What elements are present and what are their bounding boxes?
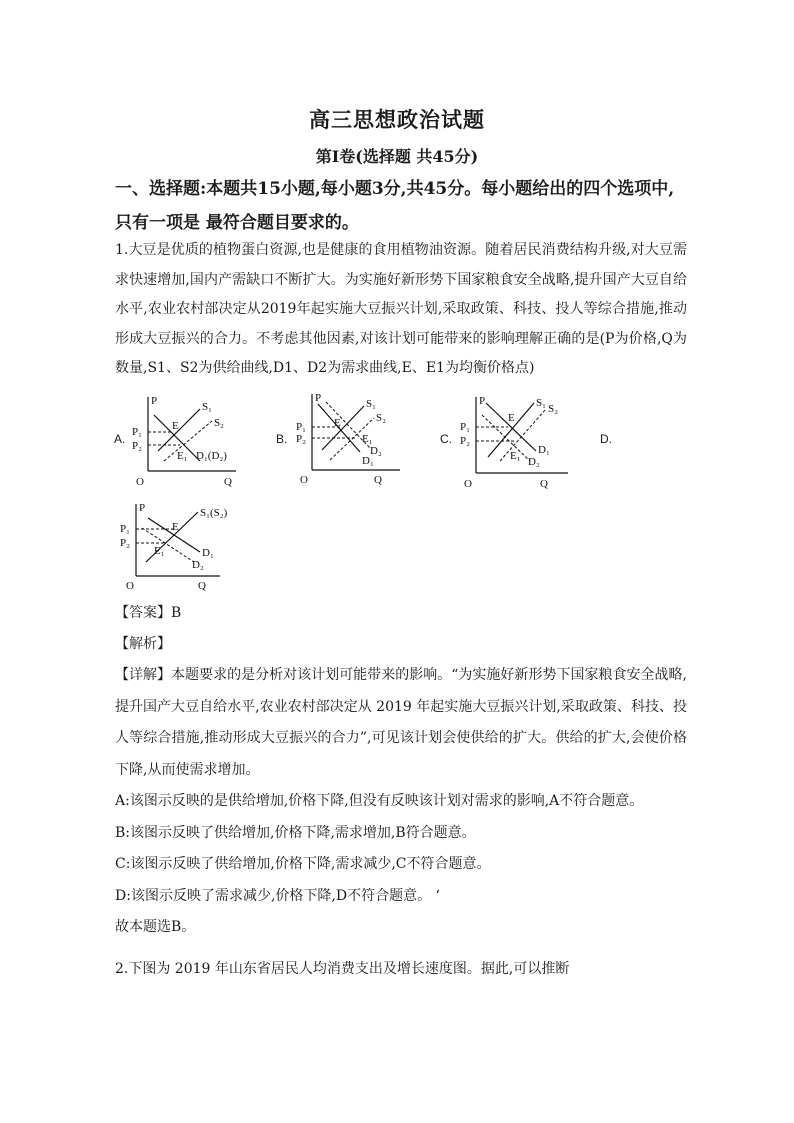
explanation-option-b: B:该图示反映了供给增加,价格下降,需求增加,B符合题意。 — [115, 824, 476, 841]
graph-a-s2-label: S₂ — [214, 417, 224, 429]
graph-a-e: E — [172, 420, 179, 432]
graph-c-d1-label: D₁ — [538, 444, 550, 456]
explanation-conclusion: 故本题选B。 — [115, 919, 196, 935]
graph-d-d1-label: D₁ — [202, 547, 214, 559]
graph-a-e1: E₁ — [177, 450, 188, 462]
graph-b-s2-label: S₂ — [376, 412, 386, 424]
graph-c-p1: P₁ — [460, 421, 470, 433]
graph-b-e1: E₁ — [362, 433, 373, 445]
explanation-detail: 【详解】本题要求的是分析对该计划可能带来的影响。“为实施好新形势下国家粮食安全战略,提升国产大豆自给水平,农业农村部决定从 2019 年起实施大豆振兴计划,采取政策、科技、投人等综合措施,推动形成大豆振兴的合力”,可见该计划会使供给的扩大。供给的扩大,会使价格下降,从而使需求增加。 — [115, 667, 687, 778]
explanation-option-d: D:该图示反映了需求减少,价格下降,D不符合题意。 ‘ — [115, 887, 440, 904]
graph-d — [116, 500, 246, 596]
section-heading: 一、选择题:本题共15小题,每小题3分,共45分。每小题给出的四个选项中,只有一项是 最符合题目要求的。 — [115, 179, 675, 233]
graph-c-s1-label: S₁ — [536, 397, 546, 409]
graph-b-p2: P₂ — [296, 433, 306, 445]
question-1 — [115, 236, 687, 384]
graph-a-s1-label: S₁ — [202, 401, 212, 413]
graph-d-p1: P₁ — [120, 523, 130, 535]
graph-c-e: E — [508, 412, 515, 424]
answer-block — [115, 598, 687, 660]
graph-a — [128, 393, 248, 493]
graph-b-p1: P₁ — [296, 421, 306, 433]
graph-d-d2-label: D₂ — [192, 559, 204, 571]
graph-b-d1-label: D₁ — [362, 455, 374, 467]
graph-b-q: Q — [374, 474, 382, 486]
graph-c-p2: P₂ — [460, 435, 470, 447]
question-1-text: 1.大豆是优质的植物蛋白资源,也是健康的食用植物油资源。随着居民消费结构升级,对大豆需求快速增加,国内产需缺口不断扩大。为实施好新形势下国家粮食安全战略,提升国产大豆自给水平,农业农村部决定从2019年起实施大豆振兴计划,采取政策、科技、投人等综合措施,推动形成大豆振兴的合力。不考虑其他因素,对该计划可能带来的影响理解正确的是(P为价格,Q为数量,S1、S2为供给曲线,D1、D2为需求曲线,E、E1为均衡价格点) — [115, 242, 687, 376]
answer-label: 【答案】B — [115, 605, 182, 621]
graph-d-p: P — [139, 502, 146, 514]
option-c-label: C. — [440, 432, 452, 446]
graph-c-o: O — [464, 478, 472, 489]
graph-d-p2: P₂ — [120, 537, 130, 549]
graph-a-p1: P₁ — [132, 426, 142, 438]
graph-b-s1 — [322, 406, 364, 450]
graph-c-s2-label: S₂ — [548, 403, 558, 415]
explanation-option-a: A:该图示反映的是供给增加,价格下降,但没有反映该计划对需求的影响,A不符合题意。 — [115, 793, 644, 809]
option-d-label: D. — [600, 432, 612, 446]
question-2 — [115, 940, 687, 998]
part-subtitle: 第Ⅰ卷(选择题 共45分) — [315, 147, 479, 166]
graph-a-p2: P₂ — [132, 440, 142, 452]
page-title: 高三思想政治试题 — [309, 107, 485, 132]
graph-a-d1d2: D₁(D₂) — [196, 450, 227, 462]
graph-b-p: P — [315, 392, 322, 404]
graph-a-p: P — [151, 395, 158, 407]
graph-c — [456, 393, 586, 493]
graph-c-d2-label: D₂ — [528, 456, 540, 468]
question-2-text: 2.下图为 2019 年山东省居民人均消费支出及增长速度图。据此,可以推断 — [115, 961, 570, 977]
graph-b-e: E — [334, 417, 341, 429]
analysis-label: 【解析】 — [115, 636, 171, 652]
graph-d-o: O — [126, 580, 134, 592]
option-b-label: B. — [276, 432, 288, 446]
explanation — [115, 660, 687, 944]
graph-c-q: Q — [540, 478, 548, 489]
graph-b-d2-label: D₂ — [370, 445, 382, 457]
graph-c-p: P — [479, 395, 486, 407]
graph-b — [292, 390, 412, 490]
graph-d-e: E — [172, 521, 179, 533]
graph-d-q: Q — [198, 580, 206, 592]
graph-d-e1: E₁ — [154, 545, 165, 557]
graph-d-s1s2-label: S₁(S₂) — [200, 507, 228, 519]
option-a-label: A. — [114, 432, 126, 446]
graph-b-o: O — [300, 474, 308, 486]
graph-d-d2 — [142, 528, 194, 562]
graph-a-o: O — [136, 476, 144, 488]
graph-c-e1: E₁ — [510, 450, 521, 462]
explanation-option-c: C:该图示反映了供给增加,价格下降,需求减少,C不符合题意。 — [115, 856, 491, 872]
graph-b-s1-label: S₁ — [366, 398, 376, 410]
graph-a-q: Q — [224, 476, 232, 488]
